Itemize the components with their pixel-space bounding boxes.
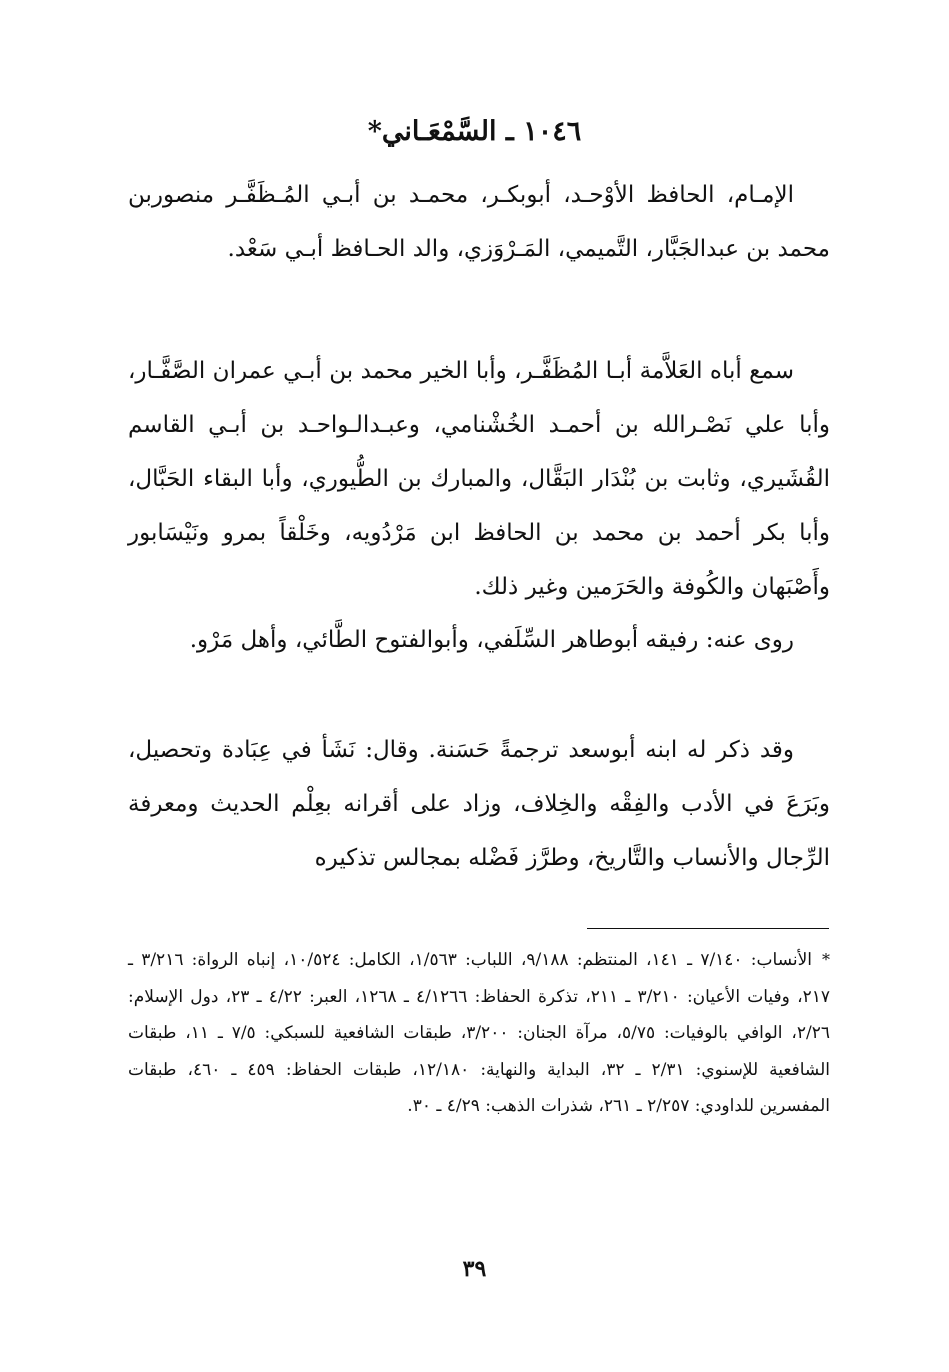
entry-heading: ١٠٤٦ ـ السَّمْعَـاني* — [367, 116, 582, 147]
paragraph-students: روى عنه: رفيقه أبوطاهر السِّلَفي، وأبوالفتوح الطَّائي، وأهل مَرْو. — [189, 627, 794, 653]
footnote-marker: * — [822, 950, 831, 969]
footnote-separator — [587, 928, 829, 929]
paragraph-name-lineage: الإمـام، الحافظ الأوْحـد، أبوبكـر، محمـد بن أبـي المُـظَفَّـر منصوربن محمد بن عبدالجَبَّار، التَّميمي، المَـرْوَزي، والد الحـافظ أبـي سَعْد. — [128, 182, 830, 262]
paragraph-biography: وقد ذكر له ابنه أبوسعد ترجمةً حَسَنة. وقال: نَشَأ في عِبَادة وتحصيل، وبَرَعَ في الأدب والفِقْه والخِلاف، وزاد على أقرانه بعِلْم الحديث ومعرفة الرِّجال والأنساب والتَّاريخ، وطرَّز فَضْله بمجالس تذكيره — [128, 737, 830, 871]
paragraph-teachers: سمع أباه العَلاَّمة أبـا المُظَفَّـر، وأبا الخير محمد بن أبـي عمران الصَّفَّـار، وأبا علي نَصْـرالله بن أحمـد الخُشْنامي، وعبـدالـواحـد بن أبـي القاسم القُشَيري، وثابت بن بُنْدَار البَقَّال، والمبارك بن الطُّيوري، وأبا البقاء الحَبَّال، وأبا بكر أحمد بن محمد بن الحافظ ابن مَرْدُويه، وخَلْقاً بمرو ونَيْسَابور وأَصْبَهان والكُوفة والحَرَمين وغير ذلك. — [128, 358, 830, 600]
footnote-sources — [128, 942, 830, 1125]
page-number: ٣٩ — [462, 1256, 487, 1282]
footnote-text: الأنساب: ٧/١٤٠ ـ ١٤١، المنتظم: ٩/١٨٨، اللباب: ١/٥٦٣، الكامل: ١٠/٥٢٤، إنباه الرواة: ٣/٢١٦ ـ ٢١٧، وفيات الأعيان: ٣/٢١٠ ـ ٢١١، تذكرة الحفاظ: ٤/١٢٦٦ ـ ١٢٦٨، العبر: ٤/٢٢ ـ ٢٣، دول الإسلام: ٢/٢٦، الوافي بالوفيات: ٥/٧٥، مرآة الجنان: ٣/٢٠٠، طبقات الشافعية للسبكي: ٧/٥ ـ ١١، طبقات الشافعية للإسنوي: ٢/٣١ ـ ٣٢، البداية والنهاية: ١٢/١٨٠، طبقات الحفاظ: ٤٥٩ ـ ٤٦٠، طبقات المفسرين للداودي: ٢/٢٥٧ ـ ٢٦١، شذرات الذهب: ٤/٢٩ ـ ٣٠. — [128, 950, 830, 1116]
